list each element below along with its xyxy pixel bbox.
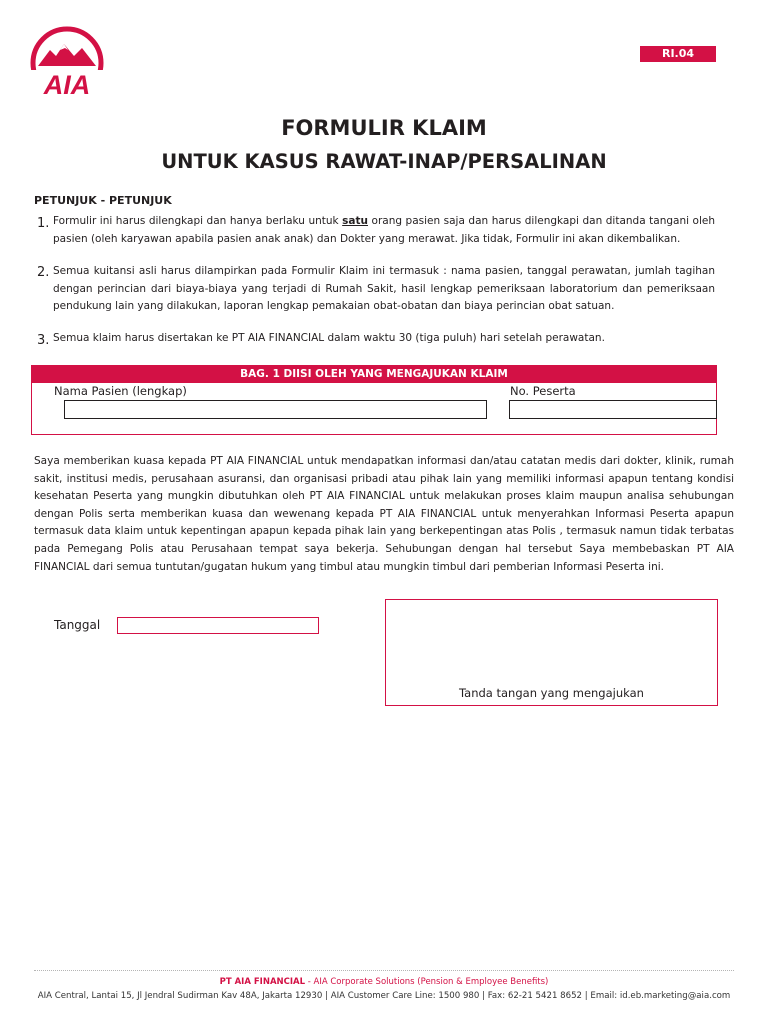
page-subtitle: UNTUK KASUS RAWAT-INAP/PERSALINAN xyxy=(161,150,607,173)
page-title: FORMULIR KLAIM xyxy=(281,116,487,140)
instruction-number: 1. xyxy=(37,216,50,231)
instruction-number: 2. xyxy=(37,265,50,280)
logo-text: AIA xyxy=(43,70,91,100)
instructions-heading: PETUNJUK - PETUNJUK xyxy=(34,194,172,207)
instruction-number: 3. xyxy=(37,333,50,348)
aia-logo xyxy=(26,26,108,100)
member-number-field[interactable] xyxy=(509,400,717,419)
section-1-claimant xyxy=(31,365,717,435)
instruction-item: Semua kuitansi asli harus dilampirkan pada Formulir Klaim ini termasuk : nama pasien, tanggal perawatan, jumlah tagihan dengan perincian dari biaya-biaya yang terjadi di Rumah Sakit, hasil lengkap pemeriksaan laboratorium dan pemeriksaan pendukung lain yang dilakukan, laporan lengkap pemakaian obat-obatan dan biaya perincian obat satuan. xyxy=(53,265,715,312)
signature-box[interactable] xyxy=(385,599,718,706)
form-code-badge: RI.04 xyxy=(640,46,716,62)
consent-paragraph: Saya memberikan kuasa kepada PT AIA FINANCIAL untuk mendapatkan informasi dan/atau catatan medis dari dokter, klinik, rumah sakit, institusi medis, perusahaan asuransi, dan organisasi pribadi atau pihak lain yang memiliki informasi apapun tentang kondisi kesehatan Peserta yang mungkin dibutuhkan oleh PT AIA FINANCIAL untuk melakukan proses klaim maupun analisa sehubungan dengan Polis serta memberikan kuasa dan wewenang kepada PT AIA FINANCIAL untuk menyerahkan Informasi Peserta apapun termasuk data klaim untuk kepentingan apapun kepada pihak lain yang berkepentingan atas Polis , termasuk namun tidak terbatas pada Pemegang Polis atau Perusahaan tempat saya bekerja. Sehubungan dengan hal tersebut Saya membebaskan PT AIA FINANCIAL dari semua tuntutan/gugatan hukum yang timbul atau mungkin timbul dari pemberian Informasi Peserta ini. xyxy=(34,455,734,573)
footer-address: AIA Central, Lantai 15, Jl Jendral Sudirman Kav 48A, Jakarta 12930 | AIA Customer Care Line: 1500 980 | Fax: 62-21 5421 8652 | Email: id.eb.marketing@aia.com xyxy=(37,991,731,1001)
instruction-item: Formulir ini harus dilengkapi dan hanya berlaku untuk satu orang pasien saja dan harus dilengkapi dan ditanda tangani oleh pasien (oleh karyawan apabila pasien anak anak) dan Dokter yang merawat. Jika tidak, Formulir ini akan dikembalikan. xyxy=(53,215,716,245)
date-field[interactable] xyxy=(117,617,319,634)
footer-company: PT AIA FINANCIAL - AIA Corporate Solutions (Pension & Employee Benefits) xyxy=(219,977,549,987)
section-1-header: BAG. 1 DIISI OLEH YANG MENGAJUKAN KLAIM xyxy=(32,366,716,383)
footer-divider xyxy=(34,970,734,971)
emphasis-word: satu xyxy=(342,215,368,227)
instruction-item: Semua klaim harus disertakan ke PT AIA FINANCIAL dalam waktu 30 (tiga puluh) hari setelah perawatan. xyxy=(53,332,605,344)
patient-name-label: Nama Pasien (lengkap) xyxy=(54,384,187,398)
member-number-label: No. Peserta xyxy=(510,384,576,398)
signature-label: Tanda tangan yang mengajukan xyxy=(459,686,644,700)
date-label: Tanggal xyxy=(54,618,101,632)
patient-name-field[interactable] xyxy=(64,400,487,419)
